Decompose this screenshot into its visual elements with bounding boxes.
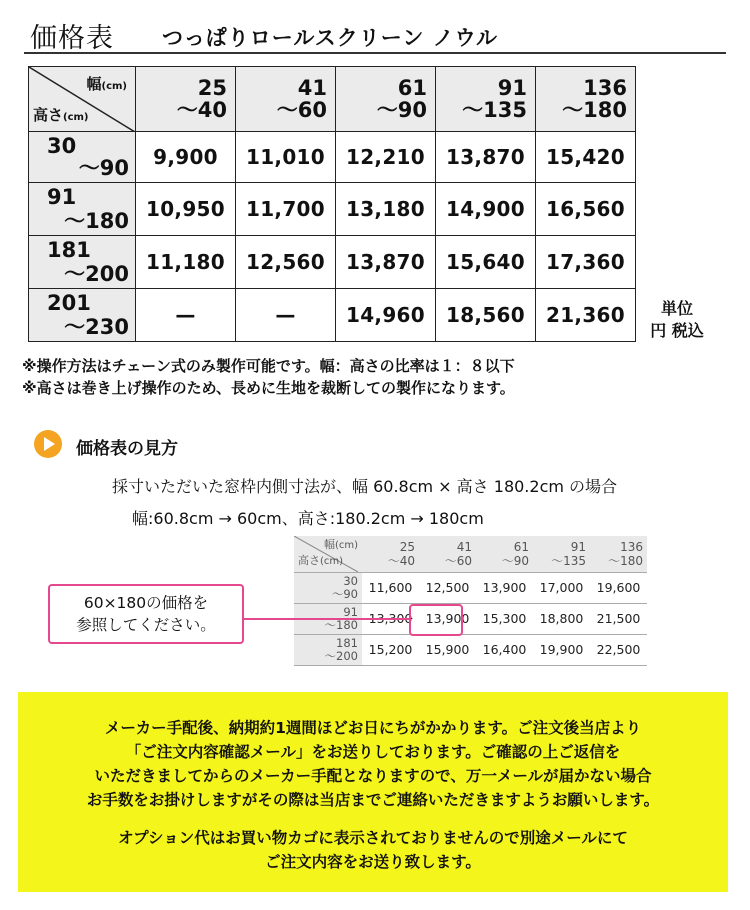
mini-price-cell: 13,300 xyxy=(362,603,419,634)
width-label: 幅(cm) xyxy=(86,75,127,93)
column-header: 25 ～40 xyxy=(136,67,236,132)
column-header: 136 ～180 xyxy=(536,67,636,132)
price-cell: 12,560 xyxy=(236,236,336,289)
notice-line: お手数をお掛けしますがその際は当店までご連絡いただきますようお願いします。 xyxy=(86,791,660,809)
column-header: 61 ～90 xyxy=(336,67,436,132)
mini-price-cell: 15,200 xyxy=(362,634,419,665)
price-cell: 14,900 xyxy=(436,183,536,236)
price-cell: 9,900 xyxy=(136,132,236,183)
table-row xyxy=(29,236,636,289)
mini-price-cell: 15,900 xyxy=(419,634,476,665)
price-cell: 15,640 xyxy=(436,236,536,289)
row-header: 30 ～90 xyxy=(29,132,136,183)
notice-line: オプション代はお買い物カゴに表示されておりませんので別途メールにて xyxy=(118,829,628,847)
mini-price-cell: 22,500 xyxy=(590,634,647,665)
column-header: 91 ～135 xyxy=(436,67,536,132)
callout-connector xyxy=(244,618,409,620)
page-header xyxy=(24,14,726,54)
mini-price-cell: 12,500 xyxy=(419,572,476,603)
mini-row-header: 91 ～180 xyxy=(294,603,362,634)
mini-table-row xyxy=(294,572,647,603)
price-cell: — xyxy=(136,289,236,342)
mini-header-row xyxy=(294,536,647,572)
page-title: 価格表 xyxy=(30,23,114,54)
notice-line: 「ご注文内容確認メール」をお送りしております。ご確認の上ご返信を xyxy=(125,743,621,761)
price-cell: 13,180 xyxy=(336,183,436,236)
unit-label: 単位 円 税込 xyxy=(650,299,704,340)
play-arrow-icon xyxy=(34,430,62,458)
price-cell: — xyxy=(236,289,336,342)
price-cell: 17,360 xyxy=(536,236,636,289)
notice-line: メーカー手配後、納期約1週間ほどお日にちがかかります。ご注文後当店より xyxy=(104,719,642,737)
mini-price-cell: 17,000 xyxy=(533,572,590,603)
mini-price-cell-highlighted: 13,900 xyxy=(419,603,476,634)
mini-price-cell: 18,800 xyxy=(533,603,590,634)
table-row xyxy=(29,183,636,236)
price-cell: 10,950 xyxy=(136,183,236,236)
mini-price-cell: 13,900 xyxy=(476,572,533,603)
mini-price-cell: 21,500 xyxy=(590,603,647,634)
notice-box xyxy=(18,692,728,892)
mini-row-header: 30 ～90 xyxy=(294,572,362,603)
notes xyxy=(22,355,515,399)
mini-column-header: 61 ～90 xyxy=(476,536,533,572)
price-cell: 14,960 xyxy=(336,289,436,342)
mini-row-header: 181 ～200 xyxy=(294,634,362,665)
mini-price-cell: 19,900 xyxy=(533,634,590,665)
column-header: 41 ～60 xyxy=(236,67,336,132)
mini-price-cell: 19,600 xyxy=(590,572,647,603)
callout-box: 60×180の価格を 参照してください。 xyxy=(48,584,244,644)
price-cell: 15,420 xyxy=(536,132,636,183)
mini-price-cell: 15,300 xyxy=(476,603,533,634)
mini-table-row xyxy=(294,634,647,665)
price-cell: 11,010 xyxy=(236,132,336,183)
price-cell: 12,210 xyxy=(336,132,436,183)
notice-line: ご注文内容をお送り致します。 xyxy=(265,853,481,871)
price-cell: 18,560 xyxy=(436,289,536,342)
mini-price-cell: 16,400 xyxy=(476,634,533,665)
price-cell: 13,870 xyxy=(336,236,436,289)
note-line: ※操作方法はチェーン式のみ製作可能です。幅：高さの比率は１：８以下 xyxy=(22,357,515,375)
example-price-table xyxy=(294,536,647,666)
product-name: つっぱりロールスクリーン ノウル xyxy=(162,26,498,50)
mini-column-header: 91 ～135 xyxy=(533,536,590,572)
height-label: 高さ(cm) xyxy=(33,106,89,124)
price-cell: 11,700 xyxy=(236,183,336,236)
note-line: ※高さは巻き上げ操作のため、長めに生地を裁断しての製作になります。 xyxy=(22,379,515,397)
mini-column-header: 25 ～40 xyxy=(362,536,419,572)
price-cell: 13,870 xyxy=(436,132,536,183)
example-conversion: 幅:60.8cm → 60cm、高さ:180.2cm → 180cm xyxy=(132,509,484,528)
mini-column-header: 136 ～180 xyxy=(590,536,647,572)
mini-column-header: 41 ～60 xyxy=(419,536,476,572)
price-cell: 21,360 xyxy=(536,289,636,342)
highlight-box xyxy=(409,604,463,636)
price-table xyxy=(28,66,636,342)
table-header-row xyxy=(29,67,636,132)
price-cell: 16,560 xyxy=(536,183,636,236)
mini-price-cell: 11,600 xyxy=(362,572,419,603)
notice-line: いただきましてからのメーカー手配となりますので、万一メールが届かない場合 xyxy=(94,767,652,785)
price-cell: 11,180 xyxy=(136,236,236,289)
row-header: 201 ～230 xyxy=(29,289,136,342)
example-text: 採寸いただいた窓枠内側寸法が、幅 60.8cm × 高さ 180.2cm の場合 xyxy=(112,477,618,496)
row-header: 91 ～180 xyxy=(29,183,136,236)
mini-corner-cell: 幅(cm) 高さ(cm) xyxy=(294,536,362,572)
table-corner-cell xyxy=(29,67,136,132)
table-row xyxy=(29,132,636,183)
row-header: 181 ～200 xyxy=(29,236,136,289)
table-row xyxy=(29,289,636,342)
